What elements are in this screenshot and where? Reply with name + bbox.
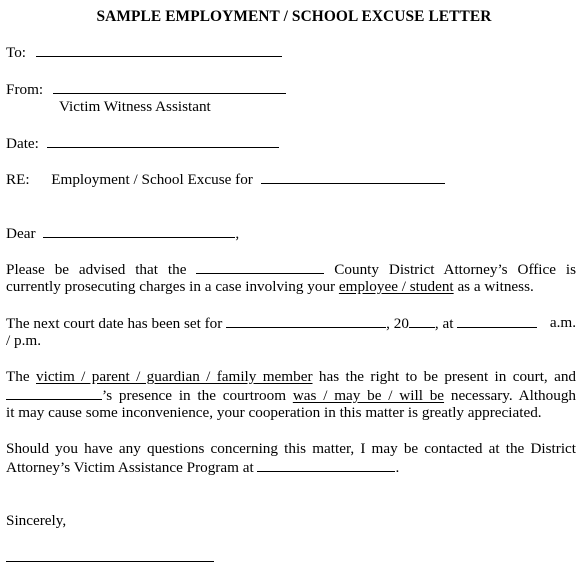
paragraph-2-line-2: / p.m. [6,332,42,349]
court-date-blank[interactable] [226,314,386,328]
p4-period: . [395,459,400,476]
p1-text-c: currently prosecuting charges in a case involving your [6,278,336,295]
p2-text-a: The next court date has been set for [6,315,223,332]
re-text: Employment / School Excuse for [51,171,253,188]
date-line [6,134,279,153]
year-blank[interactable] [409,314,435,328]
p3-text-d: ’s presence in the courtroom [102,387,287,404]
p3-presence-options: was / may be / will be [292,387,445,404]
paragraph-1-line-2 [6,278,534,296]
county-blank[interactable] [196,260,324,274]
time-blank[interactable] [457,314,537,328]
signature-line[interactable] [6,561,214,562]
from-subtitle: Victim Witness Assistant [59,98,211,115]
dear-label: Dear [6,225,36,242]
p1-text-b: County District Attorney’s Office is [334,261,577,278]
closing: Sincerely, [6,512,67,529]
p2-am: a.m. [549,314,576,331]
p3-text-a: The [6,368,30,385]
re-label: RE: [6,171,30,188]
date-label: Date: [6,135,39,152]
to-blank[interactable] [36,43,282,57]
person-blank[interactable] [6,386,102,400]
dear-blank[interactable] [43,224,235,238]
p1-text-e: as a witness. [457,278,534,295]
paragraph-1-line-1 [6,260,576,279]
paragraph-3-line-3: it may cause some inconvenience, your cooperation in this matter is greatly appreciated. [6,404,542,421]
paragraph-3-line-1 [6,368,576,386]
p3-text-c: has the right to be present in court, and [318,368,577,385]
p2-at: , at [434,315,454,332]
p3-text-f: necessary. Although [450,387,577,404]
letter-title: SAMPLE EMPLOYMENT / SCHOOL EXCUSE LETTER [96,8,492,25]
re-blank[interactable] [261,170,445,184]
paragraph-4-line-2 [6,458,399,477]
p2-year-prefix: , 20 [386,315,409,332]
from-line [6,80,286,99]
paragraph-2-line-1 [6,314,576,333]
date-blank[interactable] [47,134,279,148]
p1-text-a: Please be advised that the [6,261,187,278]
phone-blank[interactable] [257,458,395,472]
p3-victim-options: victim / parent / guardian / family member [36,368,313,385]
p4-text-b: Attorney’s Victim Assistance Program at [6,459,254,476]
re-line [6,170,445,189]
paragraph-4-line-1: Should you have any questions concerning this matter, I may be contacted at the District [6,440,576,457]
p1-employee-student: employee / student [338,278,454,295]
from-label: From: [6,81,44,98]
salutation-line [6,224,239,243]
from-blank[interactable] [53,80,286,94]
dear-comma: , [235,225,240,242]
paragraph-3-line-2 [6,386,576,405]
to-line [6,43,282,62]
to-label: To: [6,44,27,61]
